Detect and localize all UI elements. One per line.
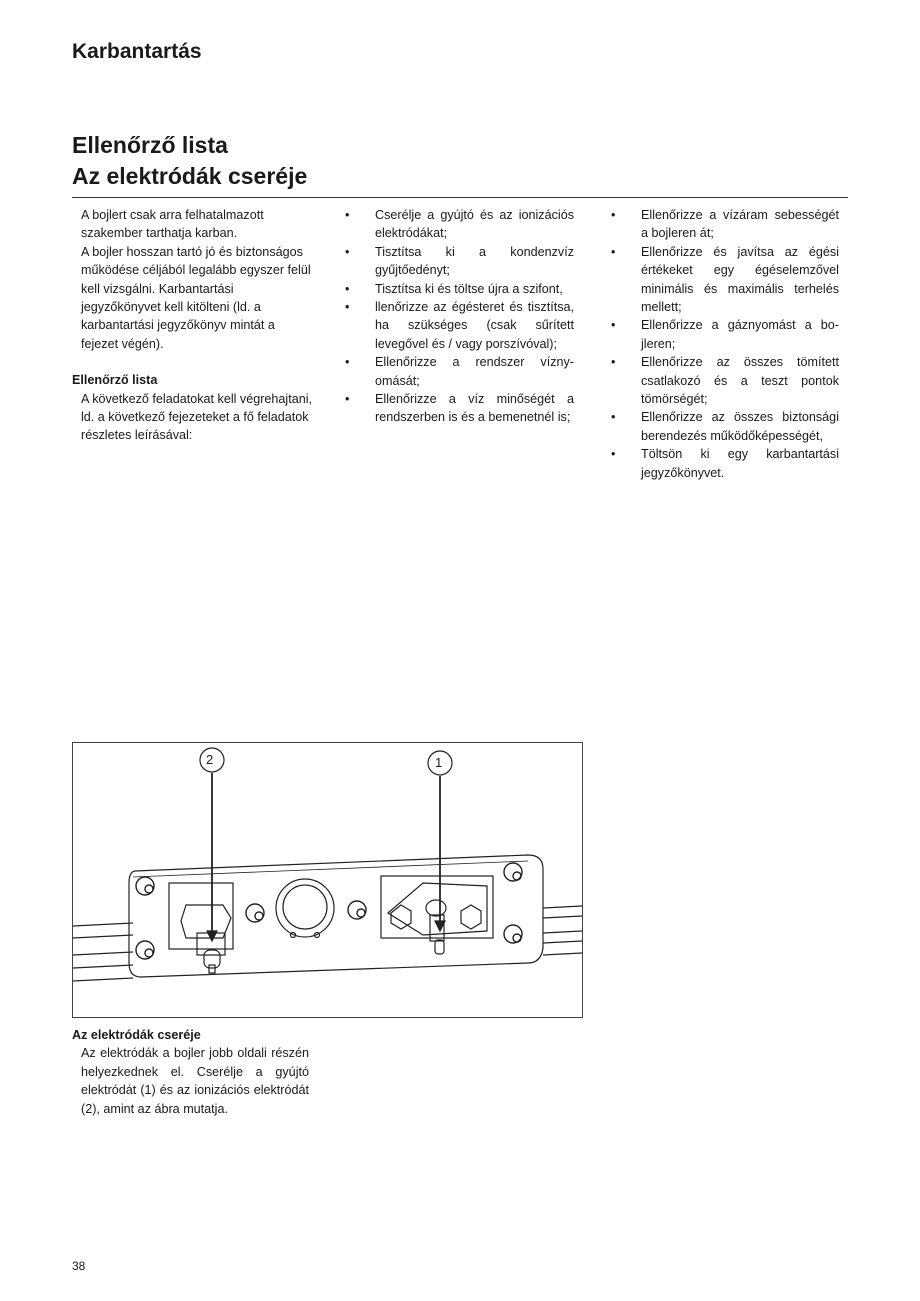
intro-paragraph-2: A bojler hosszan tartó jó és biztonságos működése céljából legalább egyszer felül kell vizsgálni. Karbantartási jegyzőkönyvet kell kitölteni (ld. a karbantartási jegyzőkönyv mintát a fejezet végén). [81, 244, 311, 351]
page-number: 38 [72, 1259, 86, 1273]
bolt-icons [136, 863, 522, 959]
checklist-column-2 [345, 206, 574, 427]
list-item: • Ellenőrizze a gáznyomást a bojleren; [611, 318, 839, 351]
bullet-icon: • [345, 300, 350, 315]
list-item: • llenőrizze az égésteret és tisztítsa, ha szükséges (csak sűrített levegővel és / vagy porszívóval); [345, 300, 574, 351]
checklist-intro: A következő feladatokat kell végrehajtani, ld. a következő fejezeteket a fő feladatok részletes leírásával: [81, 391, 313, 443]
checklist-subheading: Ellenőrző lista [72, 373, 158, 388]
electrode-text: Az elektródák a bojler jobb oldali részén helyezkednek el. Cserélje a gyújtó elektródát (1) és az ionizációs elektródát (2), amint az ábra mutatja. [81, 1046, 309, 1116]
list-item: • Tisztítsa ki és töltse újra a szifont, [375, 280, 574, 298]
heading-line-1: Ellenőrző lista [72, 132, 228, 158]
bullet-icon: • [611, 447, 616, 462]
electrode-subheading: Az elektródák cseréje [72, 1028, 201, 1042]
callout-2-label: 2 [206, 752, 214, 767]
checklist-column-3 [611, 206, 839, 482]
list-item: • Ellenőrizze a víz minőségét a rendszerben is és a bemenetnél is; [345, 392, 574, 425]
bullet-icon: • [345, 392, 350, 407]
list-item: • Töltsön ki egy karbantartási jegyzőkönyvet. [611, 447, 839, 480]
intro-paragraph-1: A bojlert csak arra felhatalmazott szakember tarthatja karban. [81, 208, 264, 241]
intro-column [72, 206, 313, 445]
page-heading [72, 130, 307, 192]
electrode-section [72, 1026, 309, 1118]
bullet-icon: • [611, 355, 616, 370]
bullet-icon: • [345, 244, 350, 259]
bullet-icon: • [345, 355, 350, 370]
bullet-icon: • [611, 244, 616, 259]
bullet-icon: • [611, 318, 616, 333]
bullet-icon: • [611, 208, 616, 222]
list-item: • Ellenőrizze és javítsa az égési értékeket egy égéselemzővel minimális és maximális terhelés mellett; [611, 244, 839, 315]
list-item: • Ellenőrizze a rendszer víznyomását; [345, 355, 574, 388]
section-title: Karbantartás [72, 40, 202, 63]
ionization-electrode-holder [169, 883, 233, 949]
electrode-figure [72, 742, 583, 1018]
callout-1-label: 1 [435, 755, 443, 770]
bullet-icon: • [345, 208, 350, 222]
list-item: • Tisztítsa ki a kondenzvíz gyűjtőedényt; [345, 244, 574, 278]
heading-divider [72, 197, 848, 198]
list-item: • Ellenőrizze az összes biztonsági berendezés működőképességét, [611, 410, 839, 443]
bullet-icon: • [611, 410, 616, 425]
bullet-icon: • [345, 281, 350, 296]
heading-line-2: Az elektródák cseréje [72, 163, 308, 189]
list-item: • Cserélje a gyújtó és az ionizációs elektródákat; [345, 208, 574, 241]
list-item: • Ellenőrizze a vízáram sebességét a bojleren át; [611, 208, 839, 241]
list-item: • Ellenőrizze az összes tömített csatlakozó és a teszt pontok tömörségét; [611, 355, 839, 407]
rail-lines-left [73, 923, 133, 981]
sight-glass [276, 879, 334, 937]
rail-lines-right [543, 906, 582, 955]
